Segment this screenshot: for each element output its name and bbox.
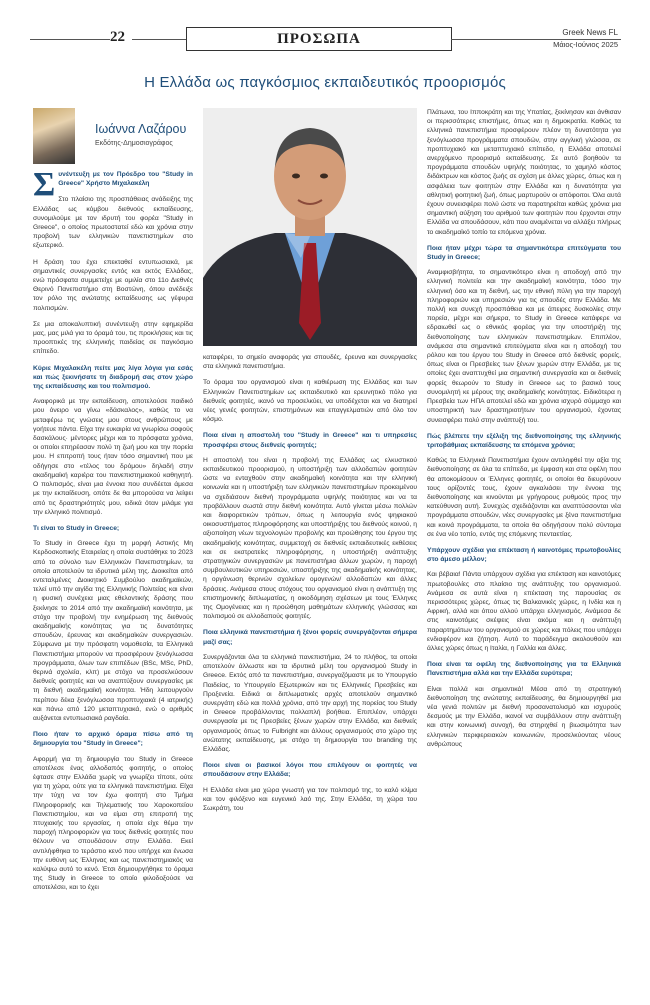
portrait-illustration	[203, 108, 417, 346]
article-column-1	[33, 170, 193, 1000]
interview-question: Ποια είναι η αποστολή του "Study in Greece" και τι υπηρεσίες προσφέρει στους διεθνείς φοιτητές;	[203, 432, 417, 449]
interview-question: Πώς βλέπετε την εξέλιξη της διεθνοποίησης της ελληνικής τριτοβάθμιας εκπαίδευσης τα επόμενα χρόνια;	[427, 432, 621, 449]
paragraph: Η δράση του έχει επεκταθεί εντυπωσιακά, με σημαντικές συνεργασίες εντός και εκτός Ελλάδας, ενώ πρόσφατα συμμετείχε με ομιλία στο 11ο Διεθνές Θερινό Πανεπιστήμιο στη Βοστώνη, όπου ανέδειξε τον ρόλο της ανώτατης εκπαίδευσης ως γέφυρα πολιτισμών.	[33, 258, 193, 312]
section-title: ΠΡΟΣΩΠΑ	[186, 27, 452, 51]
interview-question: Ποια ελληνικά πανεπιστήμια ή ξένοι φορείς συνεργάζονται σήμερα μαζί σας;	[203, 629, 417, 646]
article-intro: υνέντευξη με τον Πρόεδρο του "Study in Greece" Χρήστο Μιχαλακέλη	[58, 171, 193, 188]
magazine-name: Greek News FL	[562, 28, 618, 37]
header-rule-left	[30, 39, 110, 40]
interview-answer: Η Ελλάδα είναι μια χώρα γνωστή για τον πολιτισμό της, το καλό κλίμα και τον φιλόξενο και ευγενικό λαό της. Στην Ελλάδα, τη χώρα του Σωκράτη, του	[203, 786, 417, 812]
paragraph: καταφέρει, το σημείο αναφοράς για σπουδές, έρευνα και συνεργασίες στα ελληνικά πανεπιστήμια.	[203, 354, 417, 371]
author-avatar	[33, 108, 75, 164]
paragraph: Πλάτωνα, του Ιπποκράτη και της Υπατίας, ξεκίνησαν και άνθισαν οι περισσότερες επιστήμες, όπως και η δημοκρατία. Καθώς τα ελληνικά πανεπιστήμια προσφέρουν πλέον τη δυνατότητα για ξενόγλωσσα προγράμματα σπουδών, στην αγγλική γλώσσα, σε προπτυχιακό και μεταπτυχιακό επίπεδο, η Ελλάδα αποτελεί ανερχόμενο προορισμό εκπαίδευσης. Σε αυτό βοηθούν τα προγράμματα σπουδών υψηλής ποιότητας, το χαμηλό κόστος διδάκτρων και κόστος ζωής σε σχέση με άλλες χώρες, όπως και η ασφάλεια των φοιτητών στην Ελλάδα και η δυνατότητα για αθλητική φοιτητική ζωή, όπως μαρτυρούν οι απόφοιτοι. Όλα αυτά έχουν συνεισφέρει πολύ ώστε να παρατηρείται καθώς χρόνια μια σημαντική αύξηση του αριθμού των φοιτητών που έρχονται στην Ελλάδα να σπουδάσουν, κάτι που αναμένεται να αλλάξει πλήρως το ακαδημαϊκό τοπίο τα επόμενα χρόνια.	[427, 109, 621, 236]
author-role: Εκδότης-Δημοσιογράφος	[95, 140, 173, 147]
interview-question: Ποια είναι τα οφέλη της διεθνοποίησης για τα Ελληνικά Πανεπιστήμια αλλά και την Ελλάδα ευρύτερα;	[427, 661, 621, 678]
header-rule-mid	[132, 39, 186, 40]
interview-answer: Αναμφισβήτητα, το σημαντικότερο είναι η αποδοχή από την ελληνική πολιτεία και την ακαδημαϊκή κοινότητα, τόσο την ελληνική όσο και τη διεθνή, ως την εθνική πύλη για την παροχή πληροφοριών και υπηρεσιών για τις σπουδές στην Ελλάδα. Με πολλή και συνεχή προσπάθεια και με άπειρες δυσκολίες στην πορεία, μέχρι και σήμερα, το Study in Greece κατάφερε να εδραιωθεί ως ο εθνικός φορέας για την υποστήριξη της διεθνοποίησης των ελληνικών πανεπιστημίων. Επιπλέον, ανάμεσα στα σημαντικά επιτεύγματα είναι και η αποδοχή του ρόλου και του έργου του Study in Greece από διεθνείς φορείς, όπως είναι οι Πρεσβείες των ξένων χωρών στην Ελλάδα, με τις οποίες έχει αναπτυχθεί μια σημαντική συνεργασία και οι διεθνείς φορείς θεωρούν το Study in Greece ως το βασικό τους συνομιλητή κε μέρους της ακαδημαϊκής κοινότητας. Ειδικότερα η Πρεσβεία των ΗΠΑ αποτελεί εδώ και χρόνια ισχυρό σύμμαχο και υποστηρικτή των δραστηριοτήτων του οργανισμού, έχοντας συνεισφέρει πολύ στην ανάπτυξή του.	[427, 269, 621, 424]
interviewee-photo	[203, 108, 417, 346]
interview-answer: Είναι πολλά και σημαντικά! Μέσα από τη στρατηγική διεθνοποίηση της ανώτατης εκπαίδευσης, θα δημιουργηθεί μια νέα γενιά πολιτών με διεθνή προσανατολισμό και ισχυρούς δεσμούς με την Ελλάδα, ικανοί να συμβάλλουν στην ανάπτυξη και στην κοινωνική συνοχή, θα στηριχθεί η βιωσιμότητα των ελληνικών περιφερειακών κοινωνιών, προσελκύοντας νέους ανθρώπους	[427, 685, 621, 748]
interview-answer: Το Study in Greece έχει τη μορφή Αστικής Μη Κερδοσκοπικής Εταιρείας η οποία συστάθηκε το 2023 από το σύνολο των Ελληνικών Πανεπιστημίων, τα οποία αποτελούν τα ιδρυτικά μέλη της. Διοικείται από εντεταλμένες Διοικητικό Συμβούλιο ακαδημαϊκών, τελεί υπό την αιγίδα της Ελληνικής Πολιτείας και είναι η φυσική συνέχεια μιας εθελοντικής δράσης που ξεκίνησε το 2014 από την ακαδημαϊκή κοινότητα, με στόχο την προβολή την ενημέρωση της διεθνούς ακαδημαϊκής κοινότητας για τις δυνατότητες σπουδών, έρευνας και ακαδημαϊκών συνεργασιών. Σύμφωνα με την πρόσφατη νομοθεσία, τα Ελληνικά Πανεπιστήμια μπορούν να προσφέρουν ξενόγλωσσα προγράμματα, όλων των επιπέδων (BSc, MSc, PhD, θερινά σχολεία, κλπ) με στόχο να προσελκύσουν διεθνείς φοιτητές και να αναπτύξουν συνεργασίες με τη διεθνή ακαδημαϊκή κοινότητα. Ήδη λειτουργούν περίπου δέκα ξενόγλωσσα προπτυχιακά (4 ιατρικής) και πάνω από 120 μεταπτυχιακά, ενώ ο αριθμός αυξάνεται εντυπωσιακά ραγδαία.	[33, 540, 193, 722]
interview-answer: Συνεργάζονται όλα τα ελληνικά πανεπιστήμια, 24 το πλήθος, τα οποία αποτελούν άλλωστε και τα ιδρυτικά μέλη του οργανισμού Study in Greece. Εκτός από τα πανεπιστήμια, συνεργαζόμαστε με το Υπουργείο Παιδείας, το Υπουργείο Εξωτερικών και τις Ελληνικές Πρεσβείες και Προξενεία. Ειδικά οι διπλωματικές αρχές αποτελούν σημαντικό συνεργάτη εδώ και πολλά χρόνια, από την αρχή της πορείας του Study in Greece προβάλλοντας πολλαπλή βοήθεια. Επιπλέον, υπάρχει συνεργασία με τις Πρεσβείες ξένων χωρών στην Ελλάδα, και διεθνείς οργανισμούς όπως το Fulbright και άλλους οργανισμούς στο χώρο της ανώτατης εκπαίδευσης, με στόχο τη δημιουργία του branding της Ελλάδας.	[203, 653, 417, 753]
interview-answer: Αφορμή για τη δημιουργία του Study in Greece αποτέλεσε ένας αλλοδαπός φοιτητής, ο οποίος έφτασε στην Ελλάδα χωρίς να γνωρίζει τίποτε, ούτε για τη χώρα, ούτε για τα ελληνικά πανεπιστήμια. Είχα την τύχη να τον έχω φοιτητή στο Τμήμα Πληροφορικής και Τηλεματικής του Χαροκοπείου Πανεπιστημίου, και να είμαι στη επιτροπή της πτυχιακής του εργασίας, η οποία είχε θέμα την παροχή πληροφοριών για τους διεθνείς φοιτητές που θέλουν να σπουδάσουν στην Ελλάδα. Εκεί αντιλήφθηκα το τεράστιο κενό που υπήρχε και ένωσα την ευθύνη ως Έλληνας και ως πανεπιστημιακός να καλύψω αυτό το κενό. Έτσι δημιουργήθηκε το όραμα της Study in Greece το οποίο φιλοδοξούσε να αποτελέσει, και το έχει	[33, 755, 193, 892]
interview-question: Κύριε Μιχαλακέλη πείτε μας λίγα λόγια για εσάς και πώς ξεκινήσατε τη διαδρομή σας στον χώρο της εκπαίδευσης και του πολιτισμού.	[33, 364, 193, 391]
author-name: Ιωάννα Λαζάρου	[95, 122, 187, 136]
interview-answer: Καθώς τα Ελληνικά Πανεπιστήμια έχουν αντιληφθεί την αξία της διεθνοποίησης σε όλα τα επίπεδα, με έμφαση και στα οφέλη που θα αποκομίσουν οι Έλληνες φοιτητές, οι οποίοι θα διευρύνουν τους ορίζοντές τους, έχουν αγκαλιάσει την έννοια της διεθνοποίησης και κινούνται με γρήγορους ρυθμούς προς την κατεύθυνση αυτή. Συνεχώς σχεδιάζονται και αναπτύσσονται νέα προγράμματα σπουδών, νέες συνεργασίες με ξένα πανεπιστήμια και κοινά προγράμματα, τα οποία θα οδηγήσουν πολύ σύντομα σε ένα νέο τοπίο, εντός της επόμενης πενταετίας.	[427, 457, 621, 538]
page-number: 22	[110, 29, 125, 45]
paragraph: Σε μια αποκαλυπτική συνέντευξη στην εφημερίδα μας, μας μιλά για το όραμά του, τις προκλήσεις και τις προοπτικές της ελληνικής παιδείας σε παγκόσμιο επίπεδο.	[33, 320, 193, 356]
interview-answer: Αναφορικά με την εκπαίδευση, αποτελούσε παιδικό μου όνειρο να γίνω «δάσκαλος», καθώς το να μεταφέρω τις γνώσεις μου στους ανθρώπους με γοήτευε πάντα. Είχα την ευκαιρία να γνωρίσω σοφούς δασκάλους· μέντορες μέχρι και το πρόσφατα χρόνια, οι οποίοι επηρέασαν πολύ τη ζωή μου και την πορεία μου. Η επιτροπή τους ήταν τόσο σημαντική που με οδήγησε στο «τέλος του δρόμου» δηλαδή στην ακαδημαϊκή καριέρα του πανεπιστημιακού καθηγητή. Ο πολιτισμός, είναι μια έννοια που συνδέεται άμεσα με την εκπαίδευση, οπότε δε θα μπορούσα να λείψει από τις δραστηριότητές μου, ειδικά όταν μιλάμε για την ελληνικό πολιτισμό.	[33, 398, 193, 516]
article-title: Η Ελλάδα ως παγκόσμιος εκπαιδευτικός προορισμός	[144, 74, 506, 92]
interview-answer: Και βέβαια! Πάντα υπάρχουν σχέδια για επέκταση και καινοτόμες πρωτοβουλίες στο πλαίσιο της ανάπτυξης του οργανισμού. Ανάμεσα σε αυτά είναι η επέκταση της παρουσίας σε περισσότερες χώρες, όπως τις Βαλκανικές χώρες, η Ινδία και η Αφρική, αλλά και όπου αλλού υπάρχει ελληνισμός. Ανάμεσα δε στις καινοτόμες σκέψεις είναι ακόμα και η ανάπτυξη παραρτημάτων του οργανισμού σε χώρες και πόλεις που υπάρχει ενδιαφέρον και ζήτηση. Αυτό το παράδειγμα ακολουθούν και άλλες χώρες όπως η Ιταλία, η Γαλλία και άλλες.	[427, 571, 621, 652]
paragraph: Το όραμα του οργανισμού είναι η καθιέρωση της Ελλάδας και των Ελληνικών Πανεπιστημίων ως εκπαιδευτικό και ερευνητικό πόλο για διεθνείς φοιτητές, ικανό να προσελκύει, να υποδέχεται και να διατηρεί νέες γενιές φοιτητών, επιστημόνων και επαγγελματιών από όλο τον κόσμο.	[203, 379, 417, 424]
issue-date: Μάιος-Ιούνιος 2025	[553, 40, 618, 49]
interview-answer: Η αποστολή του είναι η προβολή της Ελλάδας ως ελκυστικού εκπαιδευτικού προορισμού, η υποστήριξη των αλλοδαπών φοιτητών ώστε να ενταχθούν στην ακαδημαϊκή κοινότητα και την ελληνική κοινωνία και η υποστήριξη των ελληνικών πανεπιστημίων προκειμένου να σχεδιάσουν διεθνή προγράμματα υψηλής ποιότητας και να τα προβάλλουν σωστά στην διεθνή κοινότητα. Αυτό γίνεται μέσω πολλών και διαφορετικών τρόπων, όπως η λειτουργία ενός ψηφιακού οικοσυστήματος πληροφόρησης και υποστήριξης του διεθνούς κοινού, η αξιοποίηση νέων τεχνολογιών προβολής και προώθησης του έργου της ακαδημαϊκής κοινότητας, συμμετοχή σε διεθνείς εκπαιδευτικές εκθέσεις και σε εκστρατείες πληροφόρησης, η υποστήριξη ανάπτυξης στρατηγικών συνεργασιών με πανεπιστήμια άλλων χωρών, η παροχή συμβουλευτικών υπηρεσιών, υποστήριξης της ακαδημαϊκής κοινότητας, η οργάνωση θερινών σχολείων ομογενών/ αλλοδαπών και άλλες δράσεις. Ανάμεσα στους στόχους του οργανισμού είναι η ανάπτυξη της επιστημονικής διπλωματίας, η οικοδόμηση σχέσεων με τους Έλληνες της Ομογένειας και η προώθηση μαθημάτων ελληνικής γλώσσας και πολιτισμού σε αλλοδαπούς φοιτητές.	[203, 456, 417, 621]
interview-question: Ποια ήταν μέχρι τώρα τα σημαντικότερα επιτεύγματα του Study in Greece;	[427, 244, 621, 262]
interview-question: Υπάρχουν σχέδια για επέκταση ή καινοτόμες πρωτοβουλίες στο άμεσο μέλλον;	[427, 546, 621, 564]
page-header	[0, 0, 650, 60]
drop-cap: Σ	[33, 170, 56, 203]
interview-question: Ποιοι είναι οι βασικοί λόγοι που επιλέγουν οι φοιτητές να σπουδάσουν στην Ελλάδα;	[203, 762, 417, 779]
article-column-2	[203, 353, 417, 1003]
paragraph: Στο πλαίσιο της προσπάθειας ανάδειξης της Ελλάδας ως κόμβου διεθνούς εκπαίδευσης, συνομιλούμε με τον ιδρυτή του φορέα "Study in Greece", ο οποίος πρωτοστατεί εδώ και χρόνια στην προβολή των ελληνικών πανεπιστημίων στο εξωτερικό.	[33, 196, 193, 250]
interview-question: Τι είναι το Study in Greece;	[33, 524, 120, 532]
interview-question: Ποιο ήταν το αρχικό όραμα πίσω από τη δημιουργία του "Study in Greece";	[33, 731, 193, 748]
article-column-3	[427, 108, 621, 1003]
